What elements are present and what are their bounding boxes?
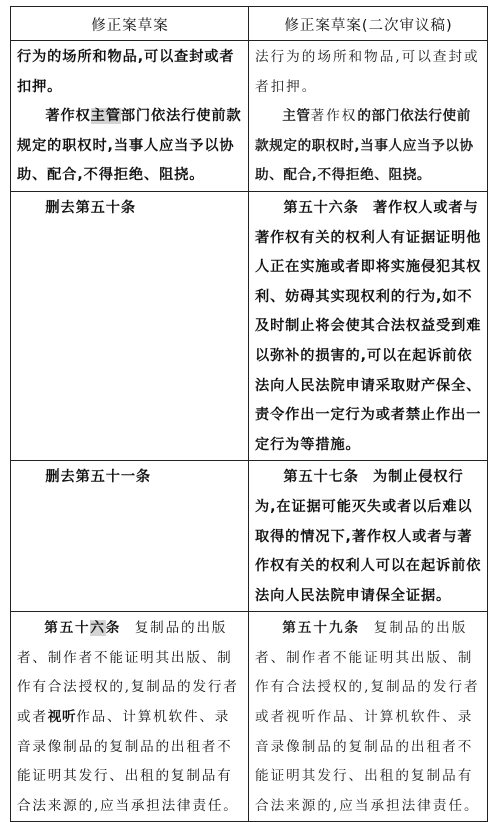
row3-right-cell [249,461,488,612]
row4-left-para [17,614,243,821]
row4-right-para [255,614,482,821]
row3-left-text: 删去第五十一条 [45,469,152,486]
row4-left-title-end: 条 [105,620,122,637]
table-row [11,41,488,192]
row2-article-body: 著作权人或者与著作权有关的权利人有证据证明他人正在实施或者即将实施侵犯其权利、妨碍其实现权利的行为,如不及时制止将会使其合法权益受到难以弥补的损害的,可以在起诉前依法向人民法院申请采取财产保全、责令作出一定行为或者禁止作出一定行为等措施。 [255,199,482,453]
row1-right-text-rest: 的部门依法行使前款规定的职权时,当事人应当予以协助、配合,不得拒绝、阻挠。 [255,108,474,184]
row2-right-para [255,194,482,460]
row4-left-body-rest: 作品、计算机软件、录音录像制品的复制品的出租者不能证明其发行、出租的复制品有合法来源的,应当承担法律责任。 [17,709,239,814]
row3-article-title: 第五十七条 [283,469,359,486]
row4-left-title: 第五十 [44,620,91,637]
row3-left-cell [11,461,249,612]
row1-left-para2 [17,102,243,191]
table-row [11,612,488,822]
row4-right-body: 复制品的出版者、制作者不能证明其出版、制作有合法授权的,复制品的发行者或者视听作品、计算机软件、录音录像制品的复制品的出租者不能证明其发行、出租的复制品有合法来源的,应当承担法律责任。 [255,620,480,814]
row1-right-bold: 主管 [282,108,311,125]
row4-left-cell [11,612,249,822]
table-row [11,191,488,460]
row1-right-line1: 法行为的场所和物品,可以查封或者扣押。 [255,49,480,95]
header-left: 修正案草案 [11,7,249,41]
row1-left-text: 著作权 [45,108,91,125]
header-right: 修正案草案(二次审议稿) [249,7,488,41]
row1-left-highlight: 主管 [90,108,121,125]
row2-left-text: 删去第五十条 [45,199,136,216]
row1-left-text-rest: 部门依法行使前款规定的职权时,当事人应当予以协助、配合,不得拒绝、阻挠。 [17,108,242,184]
row4-right-title: 第五十九条 [282,620,361,637]
row1-right-text: 著作权 [310,108,358,125]
row1-left-cell [11,41,249,192]
table-row [11,461,488,612]
row4-left-title-highlight: 六 [90,620,106,637]
row4-left-bold: 视听 [47,709,77,726]
row2-left-cell [11,191,249,460]
row1-right-cell [249,41,488,192]
row1-left-line1: 行为的场所和物品,可以查封或者扣押。 [17,49,235,95]
row4-right-cell [249,612,488,822]
header-row [11,7,488,41]
row4-left-body: 复制品的出版者、制作者不能证明其出版、制作有合法授权的,复制品的发行者或者 [17,620,239,726]
row3-article-body: 为制止侵权行为,在证据可能灭失或者以后难以取得的情况下,著作权人或者与著作权有关的权利人可以在起诉前依法向人民法院申请保全证据。 [255,469,482,604]
row1-right-para2 [255,102,482,191]
row2-article-title: 第五十六条 [283,199,359,216]
row3-right-para [255,463,482,611]
row2-right-cell [249,191,488,460]
